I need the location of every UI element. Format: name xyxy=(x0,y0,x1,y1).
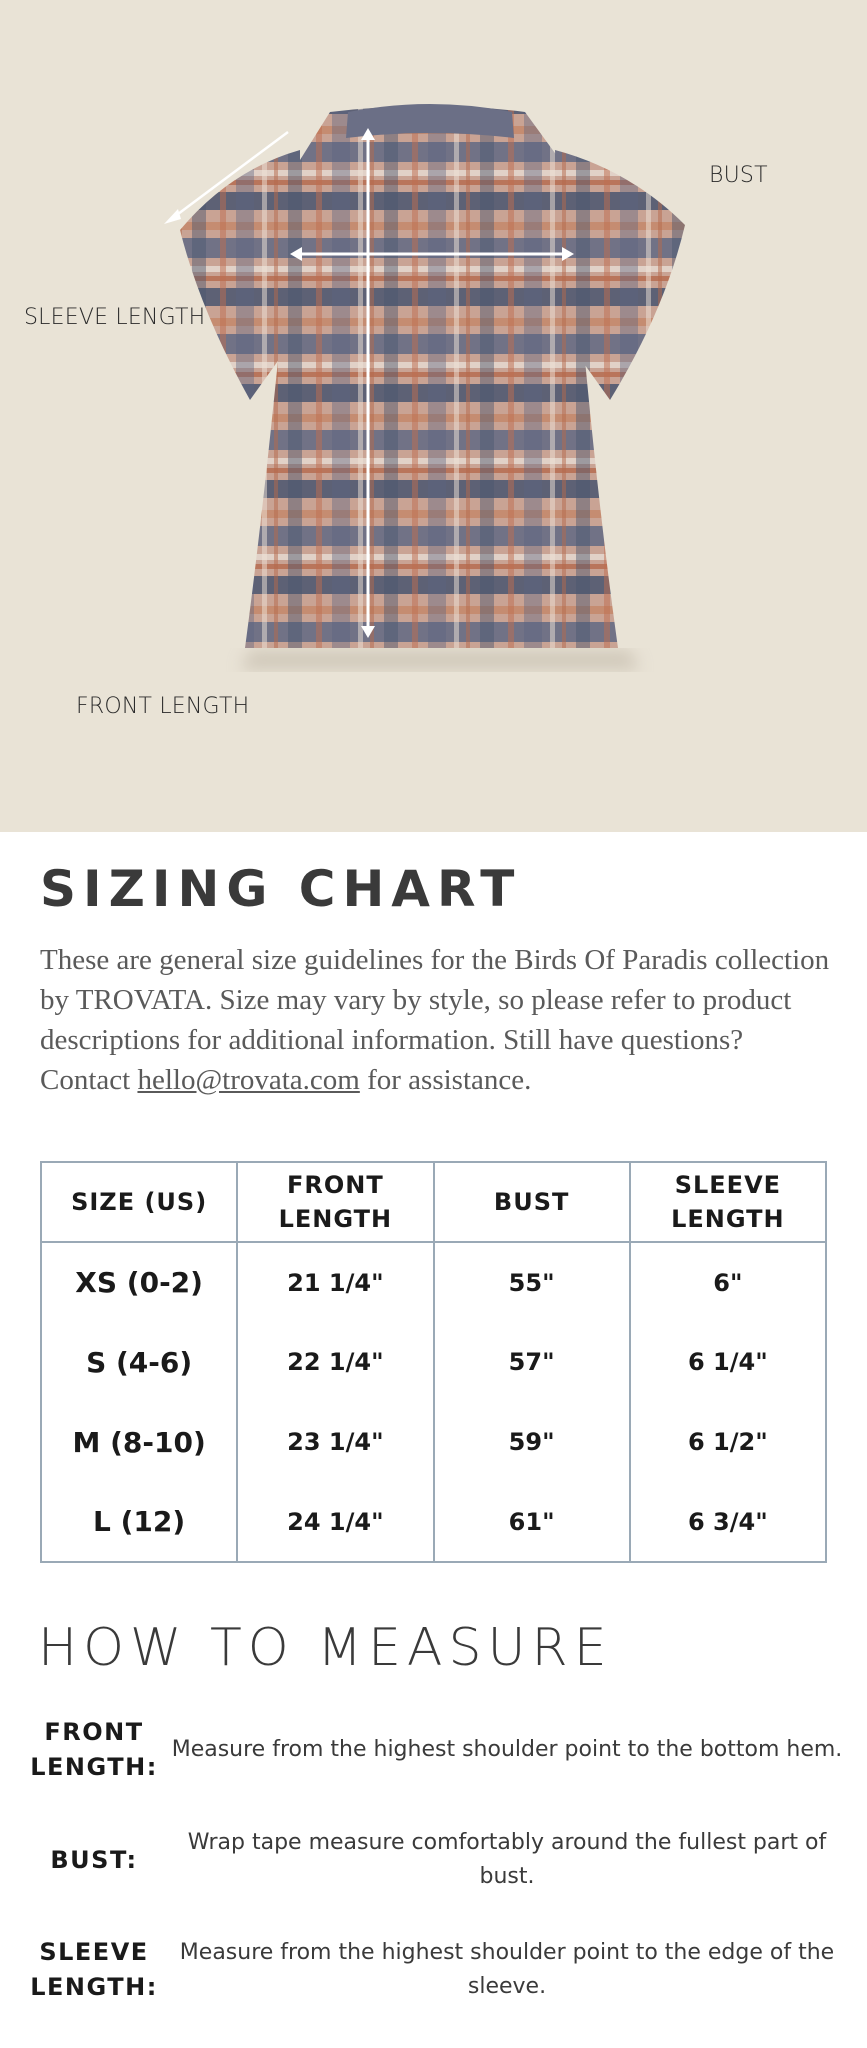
measure-description: Wrap tape measure comfortably around the fullest part of bust. xyxy=(187,1830,827,1889)
ruffle-collar xyxy=(346,104,514,138)
how-to-measure-title: HOW TO MEASURE xyxy=(38,1618,613,1678)
measure-item-bust xyxy=(24,1822,844,1898)
measure-item-front-length xyxy=(24,1712,844,1788)
front-length-cell: 22 1/4" xyxy=(237,1322,433,1402)
table-row xyxy=(41,1482,826,1562)
table-row xyxy=(41,1322,826,1402)
header-sleeve-length: SLEEVE LENGTH xyxy=(630,1162,826,1242)
front-length-diagram-label: FRONT LENGTH xyxy=(76,694,250,719)
blouse-body xyxy=(245,106,618,648)
measure-label: FRONT LENGTH: xyxy=(30,1718,158,1781)
measure-item-sleeve-length xyxy=(24,1932,844,2008)
sleeve-length-cell: 6 3/4" xyxy=(630,1482,826,1562)
bust-diagram-label: BUST xyxy=(709,163,768,188)
size-cell: L (12) xyxy=(41,1482,237,1562)
sleeve-length-cell: 6" xyxy=(630,1242,826,1322)
front-length-cell: 24 1/4" xyxy=(237,1482,433,1562)
size-cell: XS (0-2) xyxy=(41,1242,237,1322)
product-hero xyxy=(0,0,867,832)
bust-cell: 61" xyxy=(434,1482,630,1562)
bust-cell: 59" xyxy=(434,1402,630,1482)
header-size: SIZE (US) xyxy=(41,1162,237,1242)
size-cell: S (4-6) xyxy=(41,1322,237,1402)
intro-text-start: These are general size guidelines for the Birds Of Paradis collection by TROVATA. Size may vary by style, so please refer to product descriptions for additional information. Still have questions? Contact xyxy=(40,944,830,1096)
header-front-length: FRONT LENGTH xyxy=(237,1162,433,1242)
table-row xyxy=(41,1242,826,1322)
bust-cell: 55" xyxy=(434,1242,630,1322)
bust-cell: 57" xyxy=(434,1322,630,1402)
sizing-chart-title: SIZING CHART xyxy=(40,860,522,918)
sizing-intro-text xyxy=(40,940,830,1100)
measure-description: Measure from the highest shoulder point to the edge of the sleeve. xyxy=(179,1940,835,1999)
contact-email-link[interactable]: hello@trovata.com xyxy=(137,1064,360,1096)
front-length-cell: 21 1/4" xyxy=(237,1242,433,1322)
sleeve-length-cell: 6 1/2" xyxy=(630,1402,826,1482)
front-length-cell: 23 1/4" xyxy=(237,1402,433,1482)
measure-label: BUST: xyxy=(50,1845,138,1874)
size-table xyxy=(40,1161,827,1563)
size-cell: M (8-10) xyxy=(41,1402,237,1482)
measure-label: SLEEVE LENGTH: xyxy=(30,1938,158,2001)
sleeve-length-diagram-label: SLEEVE LENGTH xyxy=(24,305,206,330)
table-row xyxy=(41,1402,826,1482)
measure-description: Measure from the highest shoulder point to the bottom hem. xyxy=(171,1737,843,1762)
size-table-header-row xyxy=(41,1162,826,1242)
sleeve-length-cell: 6 1/4" xyxy=(630,1322,826,1402)
header-bust: BUST xyxy=(434,1162,630,1242)
intro-text-end: for assistance. xyxy=(359,1064,532,1096)
